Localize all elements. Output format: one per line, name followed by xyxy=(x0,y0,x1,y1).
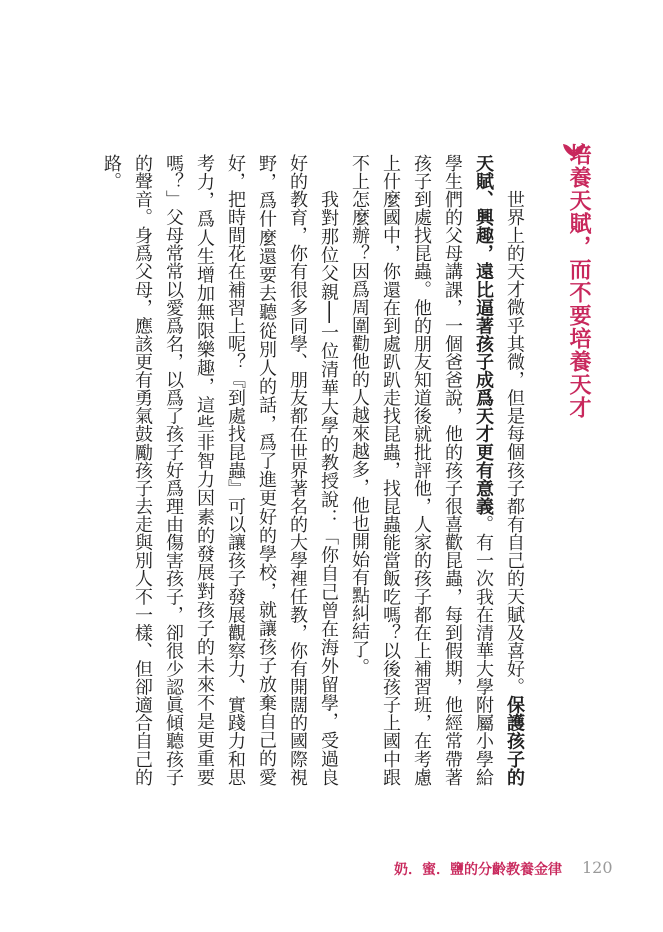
emphasis-text: 保護孩子的天賦、興趣，遠比逼著孩子成爲天才更有意義 xyxy=(473,154,525,786)
body-text xyxy=(101,154,530,787)
section-heading: 培養天賦，而不要培養天才 xyxy=(566,143,591,419)
page-number: 120 xyxy=(582,858,613,877)
paragraph-1 xyxy=(344,154,530,786)
paragraph-1-rest: 。有一次我在清華大學附屬小學給學生們的父母講課，一個爸爸說，他的孩子很喜歡昆蟲，每到假期，他經常帶著孩子到處找昆蟲。他的朋友知道後就批評他，人家的孩子都在上補習班，在考慮上什麼國中，你還在到處趴趴走找昆蟲，找昆蟲能當飯吃嗎？以後孩子上國中跟不上怎麼辦？因爲周圍勸他的人越來越多，他也開始有點糾結了。 xyxy=(349,154,494,787)
paragraph-2: 我對那位父親──一位清華大學的教授說：「你自己曾在海外留學，受過良好的教育，你有很多同學、朋友都在世界著名的大學裡任教，你有開闊的國際視野，爲什麼還要去聽從別人的話，爲了進更好的學校，就讓孩子放棄自己的愛好，把時間花在補習上呢？『到處找昆蟲』可以讓孩子發展觀察力、實踐力和思考力，爲人生增加無限樂趣，這些非智力因素的發展對孩子的未來不是更重要嗎？」父母常常以愛爲名，以爲了孩子好爲理由傷害孩子，卻很少認眞傾聽孩子的聲音。身爲父母，應該更有勇氣鼓勵孩子去走與別人不一樣、但卻適合自己的路。 xyxy=(101,154,339,786)
footer-book-title: 奶．蜜．鹽的分齡教養金律 xyxy=(394,862,562,878)
paragraph-1-intro: 世界上的天才微乎其微，但是每個孩子都有自己的天賦及喜好。 xyxy=(504,190,525,696)
